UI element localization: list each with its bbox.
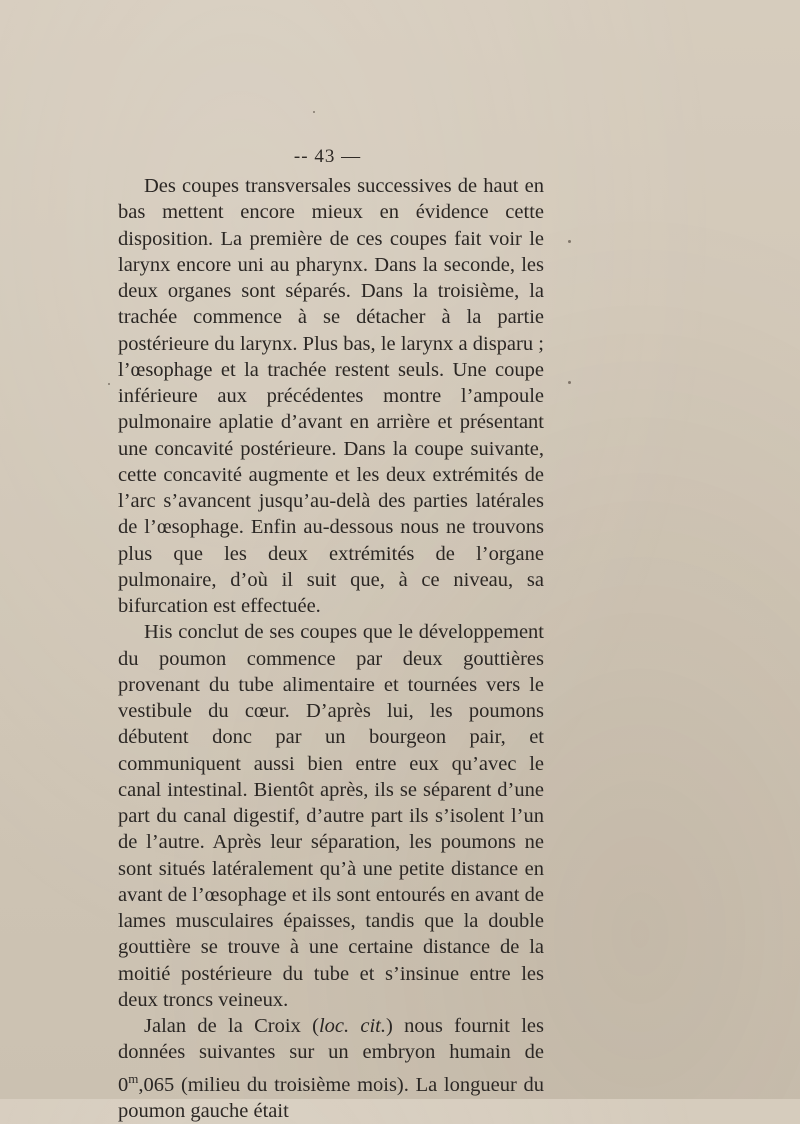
paragraph-3-text-a: Jalan de la Croix ( [144,1015,319,1037]
paragraph-1-text: Des coupes transversales successives de haut en bas mettent encore mieux en évidence cette disposition. La première de ces coupes fait voir le larynx encore uni au pharynx. Dans la seconde, les deux organes sont séparés. Dans la troisième, la trachée commence à se détacher à la partie postérieure du larynx. Plus bas, le larynx a disparu ; l’œsophage et la trachée restent seuls. Une coupe inférieure aux précédentes montre l’ampoule pulmonaire aplatie d’avant en arrière et présentant une concavité postérieure. Dans la coupe suivante, cette concavité augmente et les deux extrémités de l’arc s’avancent jusqu’au-delà des parties latérales de l’œsophage. Enfin au-dessous nous ne trouvons plus que les deux extrémités de l’organe pulmonaire, d’où il suit que, à ce niveau, sa bifurcation est effectuée. [118,175,544,617]
paper-speck [108,383,110,385]
paper-speck [568,240,571,243]
paragraph-1 [118,173,544,619]
page-number: -- 43 — [293,146,362,167]
body-text [118,173,544,1124]
paragraph-2 [118,619,544,1013]
paragraph-3 [118,1013,544,1124]
paper-speck [313,111,315,113]
paragraph-2-text: His conclut de ses coupes que le développement du poumon commence par deux gouttières provenant du tube alimentaire et tournées vers le vestibule du cœur. D’après lui, les poumons débutent donc par un bourgeon pair, et communiquent aussi bien entre eux qu’avec le canal intestinal. Bientôt après, ils se séparent d’une part du canal digestif, d’autre part ils s’isolent l’un de l’autre. Après leur séparation, les poumons ne sont situés latéralement qu’à une petite distance en avant de l’œsophage et ils sont entourés en avant de lames musculaires épaisses, tandis que la double gouttière se trouve à une certaine distance de la moitié postérieure du tube et s’insinue entre les deux troncs veineux. [118,621,544,1011]
unit-superscript-m: m [128,1070,139,1086]
paragraph-3-text-c: ,065 (milieu du troisième mois). La longueur du poumon gauche était [118,1073,544,1122]
citation-loc-cit: loc. cit. [318,1015,387,1037]
paper-speck [568,381,571,384]
paragraph-3-text-b: ) nous fournit les données suivantes sur un embryon humain de 0 [118,1015,544,1096]
